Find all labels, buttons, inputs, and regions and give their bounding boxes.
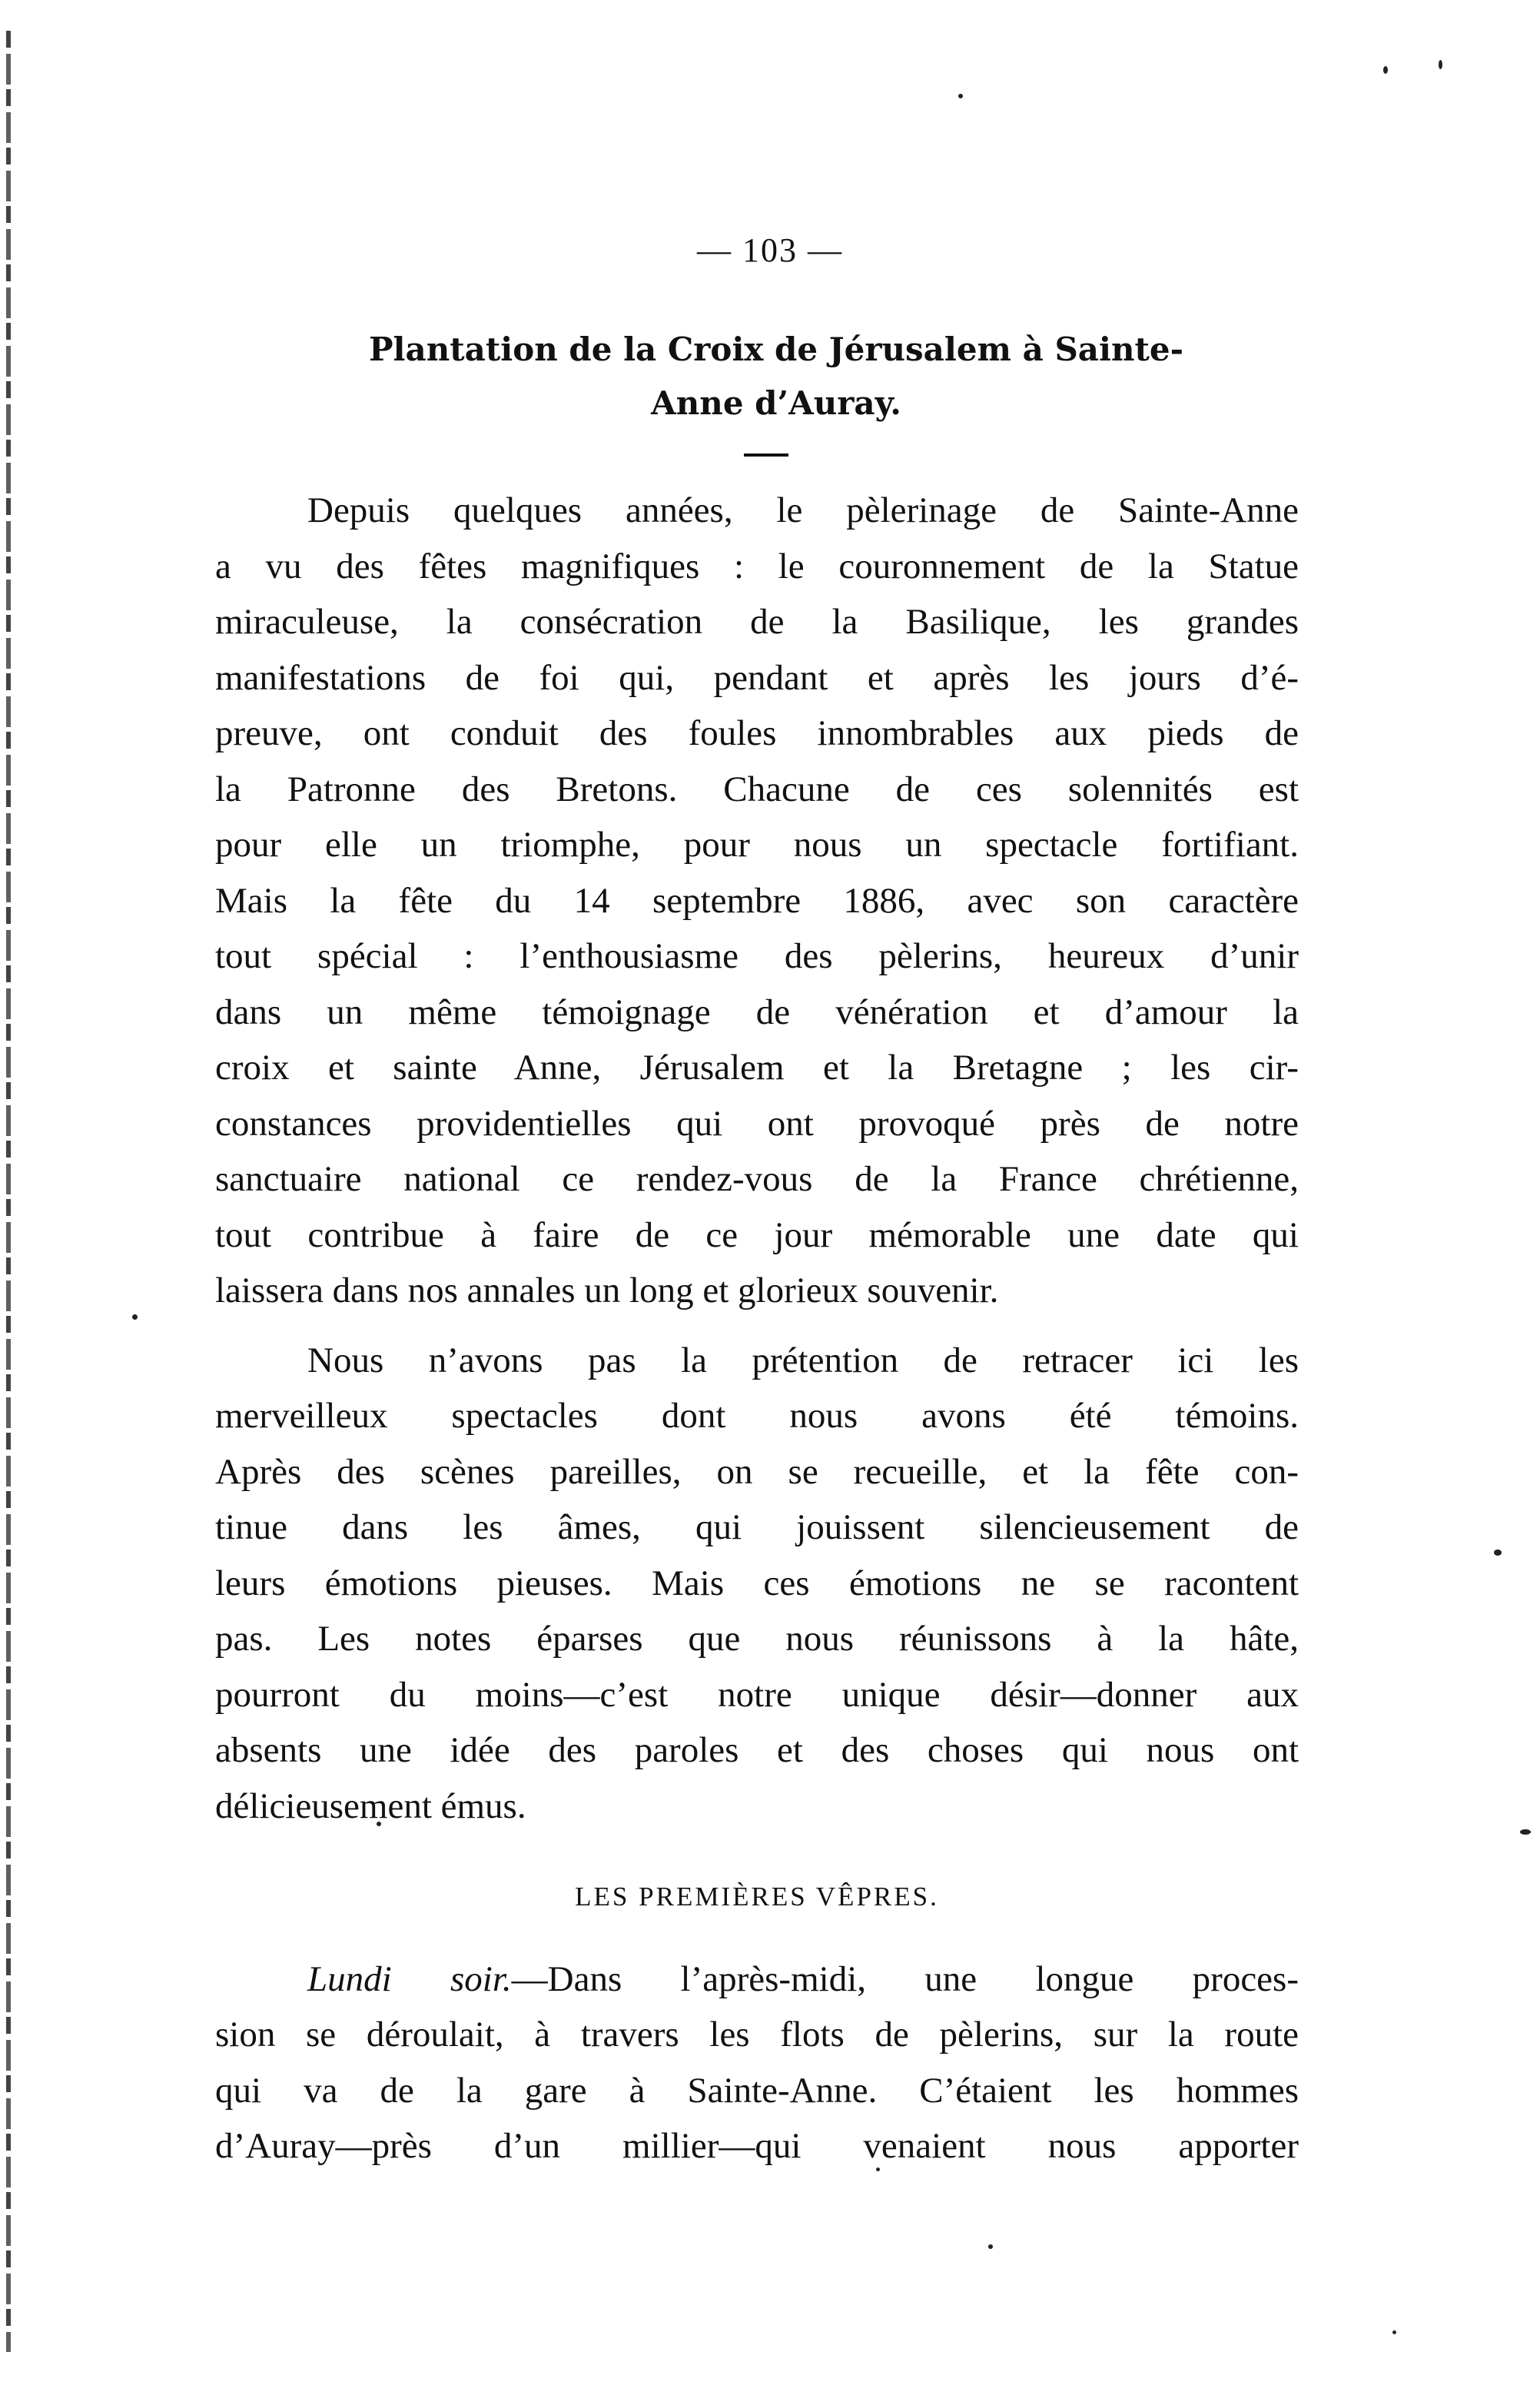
text-line-rest: —Dans l’après-midi, une longue proces-	[511, 1958, 1299, 1999]
page-binding-edge	[6, 31, 11, 2352]
text-line: absents une idée des paroles et des choses qui nous ont	[215, 1730, 1299, 1770]
text-line: sanctuaire national ce rendez-vous de la France chrétienne,	[215, 1159, 1299, 1199]
text-line: Depuis quelques années, le pèlerinage de Sainte-Anne	[307, 490, 1299, 530]
text-line: manifestations de foi qui, pendant et après les jours d’é-	[215, 657, 1299, 698]
text-line: preuve, ont conduit des foules innombrables aux pieds de	[215, 713, 1299, 753]
scan-speck	[1494, 1550, 1502, 1556]
text-line: sion se déroulait, à travers les flots de pèlerins, sur la route	[215, 2015, 1299, 2054]
chapter-title	[231, 323, 1322, 430]
chapter-title-line-2: Anne d’Auray.	[651, 384, 901, 422]
italic-lead: Lundi soir.	[307, 1958, 512, 1999]
text-line: pas. Les notes éparses que nous réunissons à la hâte,	[215, 1619, 1299, 1659]
text-line: croix et sainte Anne, Jérusalem et la Bretagne ; les cir-	[215, 1048, 1299, 1088]
text-line: tout contribue à faire de ce jour mémorable une date qui	[215, 1214, 1299, 1255]
text-line: constances providentielles qui ont provoqué près de notre	[215, 1103, 1299, 1144]
text-line: délicieusement émus.	[215, 1785, 526, 1826]
scan-speck	[132, 1314, 138, 1320]
paragraph-2	[215, 1333, 1299, 1835]
text-line: Nous n’avons pas la prétention de retracer ici les	[307, 1340, 1299, 1380]
scan-speck	[1392, 2330, 1396, 2334]
scan-speck	[958, 94, 963, 98]
scan-speck	[1439, 60, 1442, 69]
text-line: pourront du moins—c’est notre unique désir—donner aux	[215, 1674, 1299, 1715]
text-line: a vu des fêtes magnifiques : le couronnement de la Statue	[215, 546, 1299, 586]
paragraph-1	[215, 483, 1299, 1319]
text-line: d’Auray—près d’un millier—qui venaient nous apporter	[215, 2126, 1299, 2166]
body-text	[215, 483, 1299, 2174]
text-line: tout spécial : l’enthousiasme des pèlerins, heureux d’unir	[215, 936, 1299, 976]
paragraph-3	[215, 1952, 1299, 2174]
text-line	[215, 1952, 1299, 2008]
scan-speck	[988, 2244, 993, 2249]
scan-speck	[1383, 66, 1388, 74]
section-heading: LES PREMIÈRES VÊPRES.	[575, 1882, 939, 1912]
text-line: pour elle un triomphe, pour nous un spectacle fortifiant.	[215, 825, 1299, 865]
text-line: Mais la fête du 14 septembre 1886, avec son caractère	[215, 880, 1299, 921]
page-number: — 103 —	[697, 231, 843, 269]
text-line: la Patronne des Bretons. Chacune de ces solennités est	[215, 769, 1299, 809]
title-divider	[744, 453, 788, 457]
text-line: dans un même témoignage de vénération et d’amour la	[215, 992, 1299, 1032]
scan-speck	[1520, 1829, 1531, 1835]
text-line: tinue dans les âmes, qui jouissent silencieusement de	[215, 1507, 1299, 1547]
text-line: laissera dans nos annales un long et glorieux souvenir.	[215, 1271, 999, 1310]
text-line: Après des scènes pareilles, on se recueille, et la fête con-	[215, 1451, 1299, 1492]
text-line: leurs émotions pieuses. Mais ces émotions ne se racontent	[215, 1563, 1299, 1603]
text-line: miraculeuse, la consécration de la Basilique, les grandes	[215, 602, 1299, 642]
chapter-title-line-1: Plantation de la Croix de Jérusalem à Sainte-	[368, 331, 1184, 368]
text-line: qui va de la gare à Sainte-Anne. C’étaient les hommes	[215, 2070, 1299, 2111]
text-line: merveilleux spectacles dont nous avons été témoins.	[215, 1396, 1299, 1436]
